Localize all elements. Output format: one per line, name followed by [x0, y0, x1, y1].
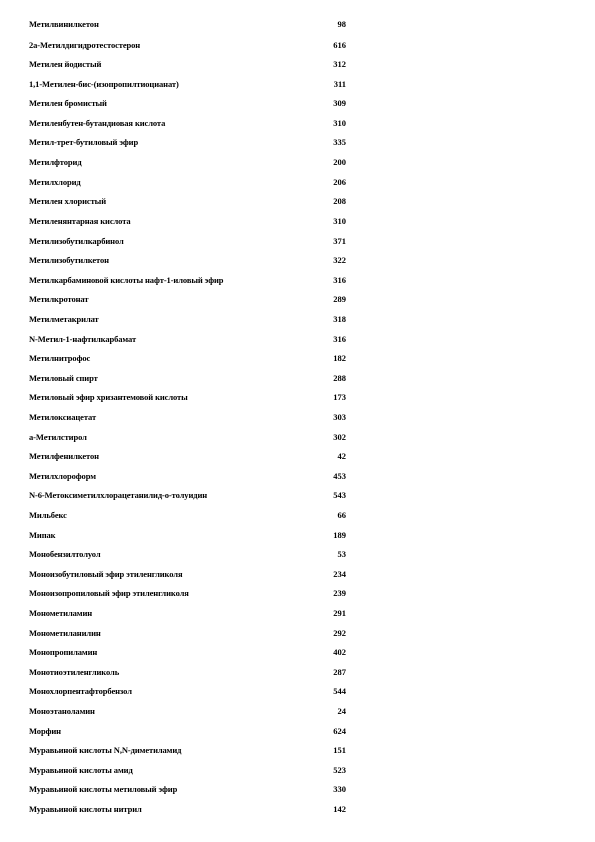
list-item — [0, 333, 595, 345]
entry-name: N-Метил-1-нафтилкарбамат — [29, 334, 137, 344]
entry-name: Метилхлорид — [29, 177, 81, 187]
entry-page-number: 371 — [333, 236, 346, 246]
entry-page-number: 303 — [333, 412, 346, 422]
list-item — [0, 548, 595, 560]
entry-name: N-6-Метоксиметилхлорацетанилид-о-толуидин — [29, 490, 208, 500]
entry-name: Метилен йодистый — [29, 59, 102, 69]
entry-page-number: 206 — [333, 177, 346, 187]
entry-name: Монометиланилин — [29, 628, 101, 638]
entry-name: Мильбекс — [29, 510, 67, 520]
entry-page-number: 310 — [333, 216, 346, 226]
entry-name: Метиленбутен-бутандиовая кислота — [29, 118, 166, 128]
list-item — [0, 274, 595, 286]
entry-page-number: 624 — [333, 726, 346, 736]
entry-name: Метилоксиацетат — [29, 412, 97, 422]
entry-page-number: 288 — [333, 373, 346, 383]
entry-page-number: 330 — [333, 784, 346, 794]
entry-name: a-Метилстирол — [29, 432, 87, 442]
entry-name: Моноизобутиловый эфир этиленгликоля — [29, 569, 183, 579]
entry-page-number: 310 — [333, 118, 346, 128]
list-item — [0, 744, 595, 756]
list-item — [0, 803, 595, 815]
entry-page-number: 402 — [333, 647, 346, 657]
entry-page-number: 335 — [333, 137, 346, 147]
entry-name: Морфин — [29, 726, 61, 736]
entry-page-number: 66 — [337, 510, 346, 520]
entry-page-number: 523 — [333, 765, 346, 775]
entry-name: Метилен бромистый — [29, 98, 107, 108]
entry-name: Муравьиной кислоты амид — [29, 765, 133, 775]
list-item — [0, 195, 595, 207]
entry-name: Монохлорпентафторбензол — [29, 686, 132, 696]
entry-name: Монобензилтолуол — [29, 549, 101, 559]
entry-page-number: 234 — [333, 569, 346, 579]
entry-page-number: 151 — [333, 745, 346, 755]
entry-page-number: 239 — [333, 588, 346, 598]
entry-name: Метилкарбаминовой кислоты нафт-1-иловый эфир — [29, 275, 224, 285]
list-item — [0, 627, 595, 639]
list-item — [0, 725, 595, 737]
list-item — [0, 450, 595, 462]
list-item — [0, 685, 595, 697]
entry-name: Метилметакрилат — [29, 314, 99, 324]
entry-page-number: 24 — [337, 706, 346, 716]
list-item — [0, 176, 595, 188]
list-item — [0, 783, 595, 795]
list-item — [0, 666, 595, 678]
entry-page-number: 291 — [333, 608, 346, 618]
entry-page-number: 53 — [337, 549, 346, 559]
list-item — [0, 156, 595, 168]
list-item — [0, 293, 595, 305]
list-item — [0, 372, 595, 384]
entry-page-number: 98 — [337, 19, 346, 29]
entry-page-number: 292 — [333, 628, 346, 638]
entry-name: Монотиоэтиленгликоль — [29, 667, 120, 677]
list-item — [0, 646, 595, 658]
entry-name: 1,1-Метилен-бис-(изопропилтиоцианат) — [29, 79, 179, 89]
entry-page-number: 453 — [333, 471, 346, 481]
list-item — [0, 136, 595, 148]
entry-name: Монометиламин — [29, 608, 93, 618]
entry-name: Метил-трет-бутиловый эфир — [29, 137, 139, 147]
list-item — [0, 215, 595, 227]
list-item — [0, 431, 595, 443]
list-item — [0, 78, 595, 90]
list-item — [0, 117, 595, 129]
entry-page-number: 189 — [333, 530, 346, 540]
entry-name: Мипак — [29, 530, 56, 540]
entry-name: Муравьиной кислоты N,N-диметиламид — [29, 745, 182, 755]
list-item — [0, 411, 595, 423]
list-item — [0, 764, 595, 776]
list-item — [0, 39, 595, 51]
list-item — [0, 391, 595, 403]
list-item — [0, 18, 595, 30]
entry-name: 2a-Метилдигидротестостерон — [29, 40, 141, 50]
entry-name: Метилкротонат — [29, 294, 89, 304]
list-item — [0, 529, 595, 541]
entry-name: Метиловый спирт — [29, 373, 98, 383]
entry-page-number: 289 — [333, 294, 346, 304]
entry-name: Метилизобутилкетон — [29, 255, 109, 265]
entry-page-number: 311 — [333, 79, 346, 89]
entry-page-number: 208 — [333, 196, 346, 206]
entry-name: Моноизопропиловый эфир этиленгликоля — [29, 588, 189, 598]
entry-page-number: 182 — [333, 353, 346, 363]
entry-page-number: 318 — [333, 314, 346, 324]
list-item — [0, 587, 595, 599]
entry-name: Метилфторид — [29, 157, 82, 167]
list-item — [0, 509, 595, 521]
entry-page-number: 543 — [333, 490, 346, 500]
entry-name: Метилнитрофос — [29, 353, 91, 363]
list-item — [0, 352, 595, 364]
entry-page-number: 287 — [333, 667, 346, 677]
entry-name: Монопропиламин — [29, 647, 98, 657]
list-item — [0, 313, 595, 325]
entry-page-number: 302 — [333, 432, 346, 442]
entry-name: Метилен хлористый — [29, 196, 106, 206]
list-item — [0, 705, 595, 717]
list-item — [0, 97, 595, 109]
entry-page-number: 173 — [333, 392, 346, 402]
entry-name: Метиленянтарная кислота — [29, 216, 131, 226]
entry-page-number: 616 — [333, 40, 346, 50]
entry-name: Муравьиной кислоты метиловый эфир — [29, 784, 178, 794]
list-item — [0, 235, 595, 247]
entry-name: Моноэтаноламин — [29, 706, 95, 716]
entry-page-number: 142 — [333, 804, 346, 814]
entry-page-number: 544 — [333, 686, 346, 696]
list-item — [0, 58, 595, 70]
list-item — [0, 470, 595, 482]
entry-name: Метилизобутилкарбинол — [29, 236, 124, 246]
list-item — [0, 254, 595, 266]
entry-page-number: 200 — [333, 157, 346, 167]
entry-name: Метилхлороформ — [29, 471, 96, 481]
entry-name: Муравьиной кислоты нитрил — [29, 804, 142, 814]
entry-page-number: 309 — [333, 98, 346, 108]
entry-name: Метиловый эфир хризантемовой кислоты — [29, 392, 188, 402]
entry-page-number: 316 — [333, 275, 346, 285]
entry-name: Метилфенилкетон — [29, 451, 99, 461]
list-item — [0, 607, 595, 619]
entry-page-number: 42 — [337, 451, 346, 461]
entry-page-number: 316 — [333, 334, 346, 344]
list-item — [0, 568, 595, 580]
entry-page-number: 312 — [333, 59, 346, 69]
entry-page-number: 322 — [333, 255, 346, 265]
list-item — [0, 489, 595, 501]
entry-name: Метилвинилкетон — [29, 19, 99, 29]
